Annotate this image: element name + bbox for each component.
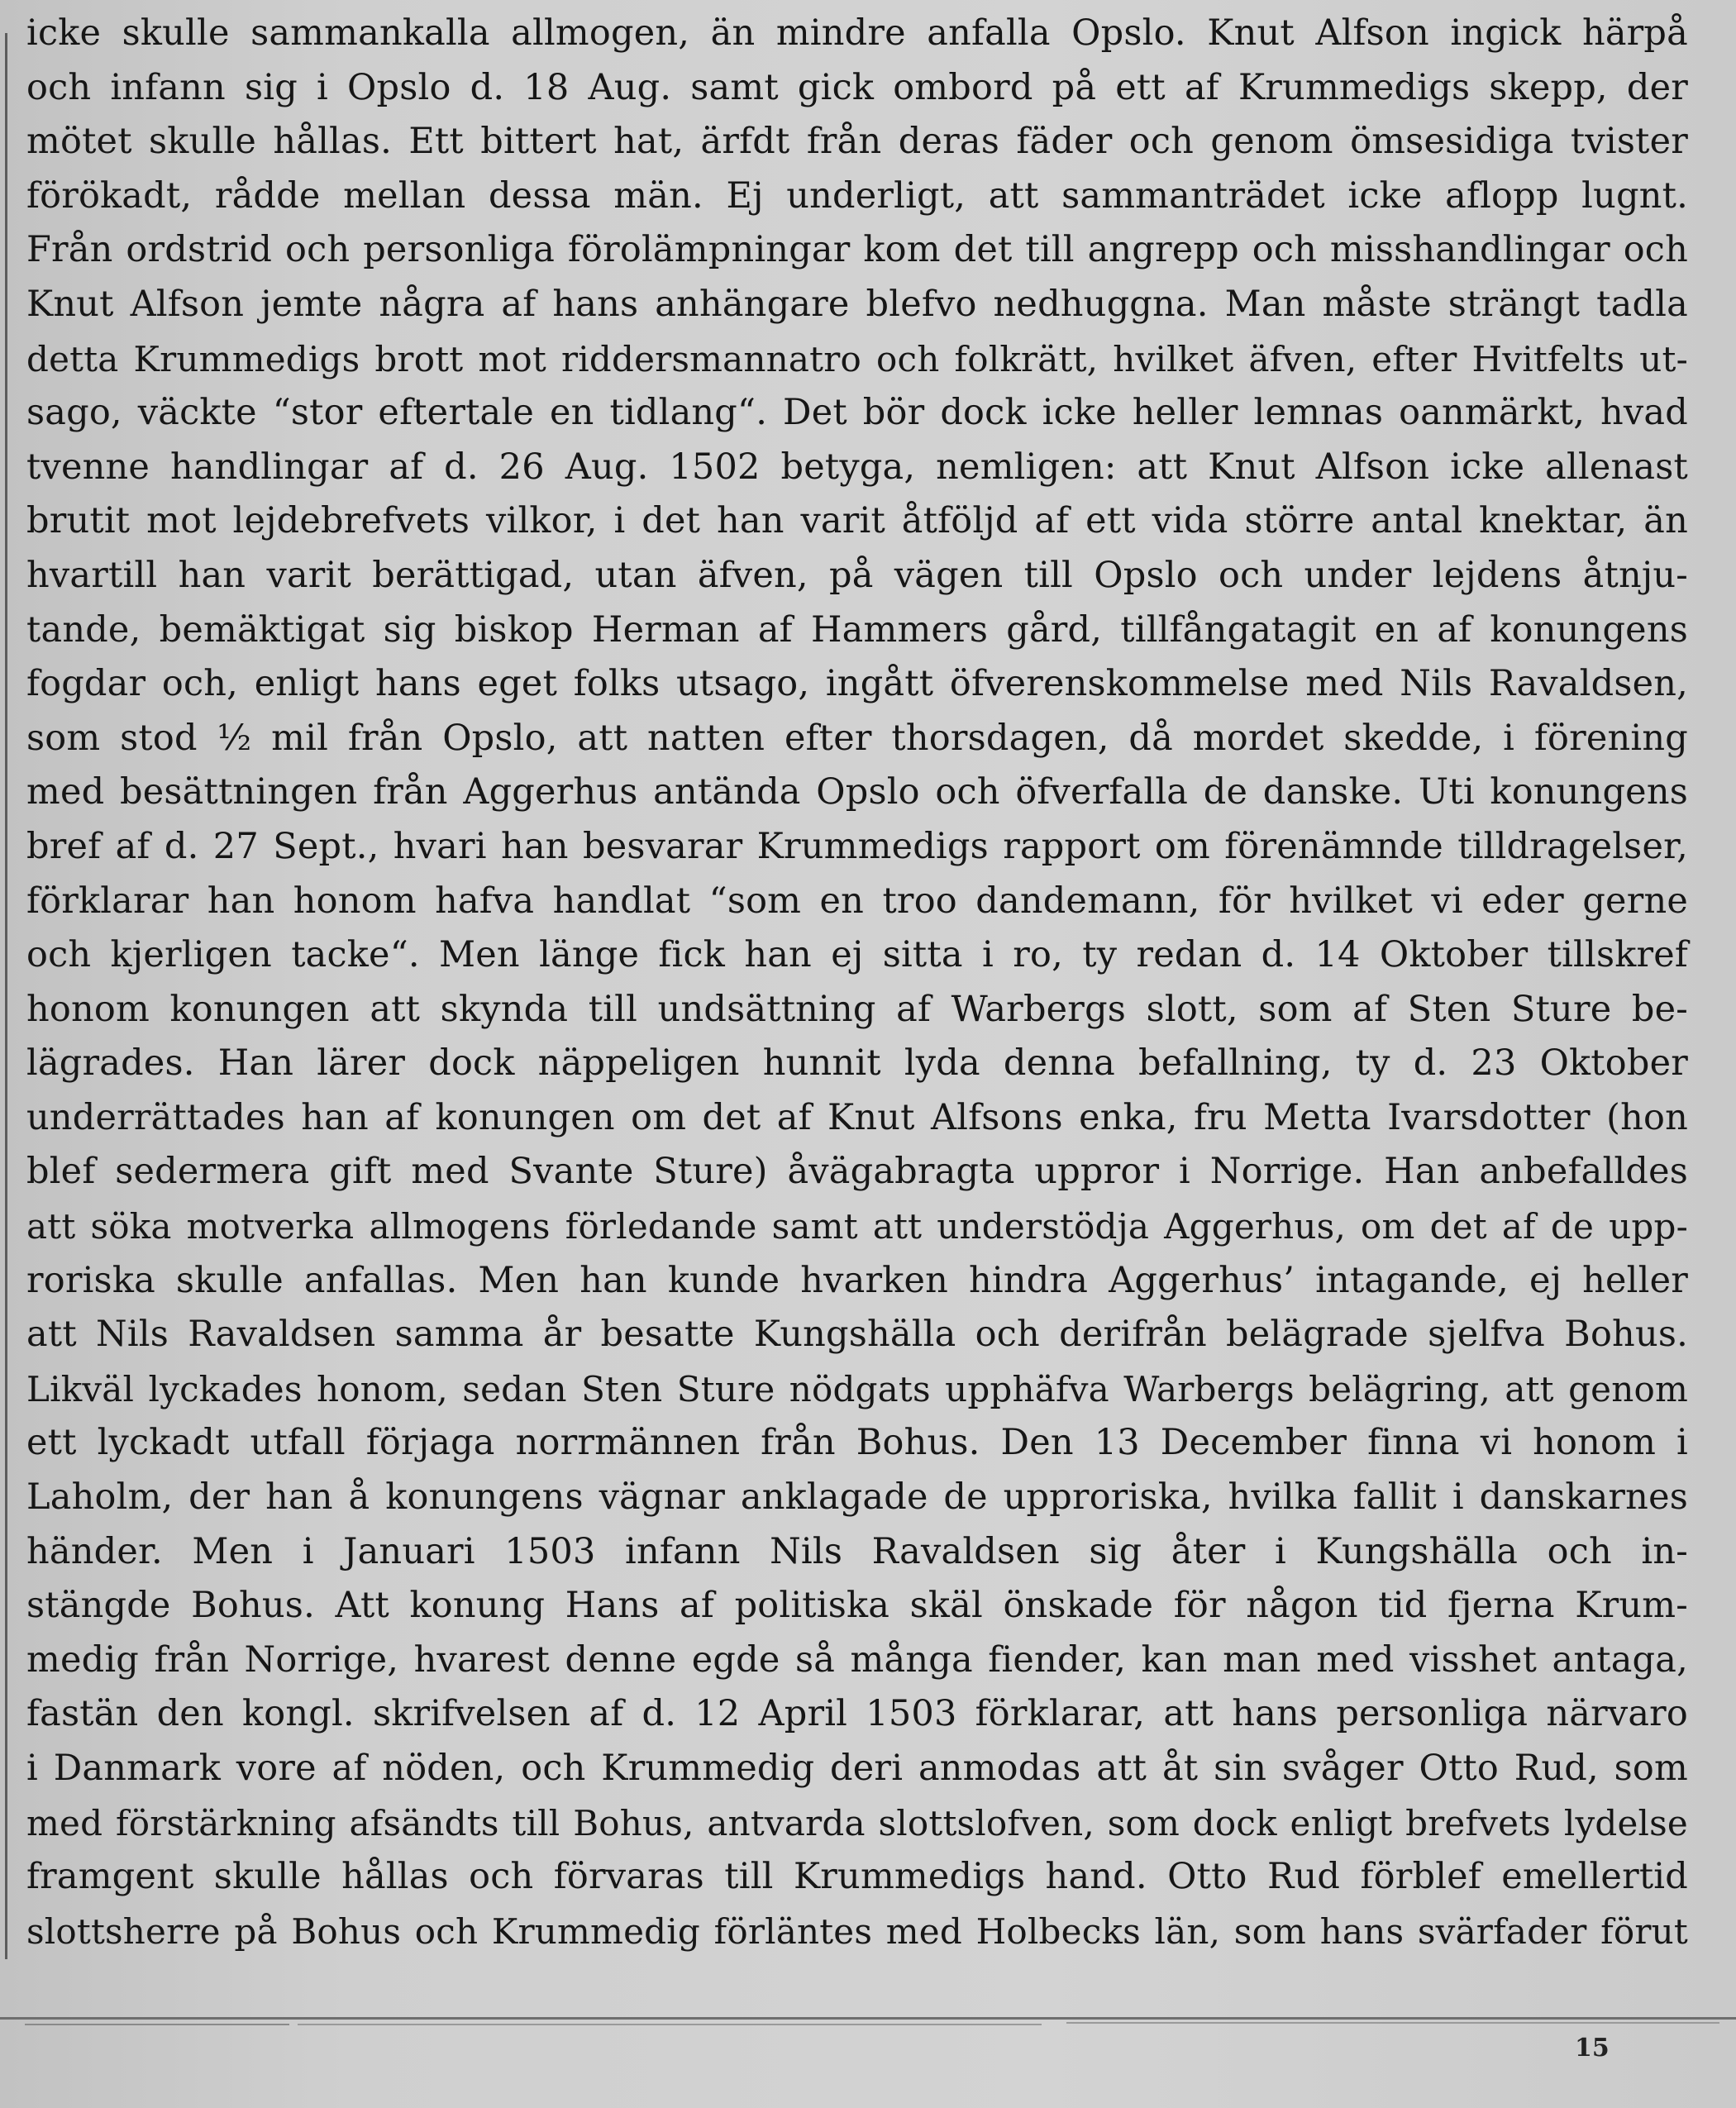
text-line: honom konungen att skynda till undsättning af Warbergs slott, som af Sten Sture be- <box>26 988 1688 1030</box>
text-line: förökadt, rådde mellan dessa män. Ej underligt, att sammanträdet icke aflopp lugnt. <box>26 174 1688 217</box>
text-line: ett lyckadt utfall förjaga norrmännen från Bohus. Den 13 December finna vi honom i <box>26 1422 1688 1464</box>
bottom-rule-right <box>1066 2022 1719 2024</box>
text-line: underrättades han af konungen om det af Knut Alfsons enka, fru Metta Ivarsdotter (hon <box>26 1096 1688 1138</box>
text-line: lägrades. Han lärer dock näppeligen hunnit lyda denna befallning, ty d. 23 Oktober <box>26 1042 1688 1085</box>
text-line: att Nils Ravaldsen samma år besatte Kungshälla och derifrån belägrade sjelfva Bohus. <box>26 1314 1688 1356</box>
text-line: Från ordstrid och personliga förolämpningar kom det till angrepp och misshandlingar och <box>26 229 1688 271</box>
text-line: Laholm, der han å konungens vägnar anklagade de upproriska, hvilka fallit i danskarnes <box>26 1476 1688 1519</box>
text-line: fastän den kongl. skrifvelsen af d. 12 April 1503 förklarar, att hans personliga närvaro <box>26 1693 1688 1735</box>
text-line: stängde Bohus. Att konung Hans af politiska skäl önskade för någon tid fjerna Krum- <box>26 1585 1688 1627</box>
text-line: sago, väckte “stor eftertale en tidlang“. Det bör dock icke heller lemnas oanmärkt, hvad <box>26 392 1688 434</box>
text-line: förklarar han honom hafva handlat “som en troo dandemann, för hvilket vi eder gerne <box>26 880 1688 922</box>
text-line: och infann sig i Opslo d. 18 Aug. samt gick ombord på ett af Krummedigs skepp, der <box>26 66 1688 108</box>
page-number: 15 <box>1575 2034 1610 2063</box>
text-line: hvartill han varit berättigad, utan äfven, på vägen till Opslo och under lejdens åtnju- <box>26 554 1688 596</box>
bottom-rule <box>0 2017 1736 2020</box>
text-line: medig från Norrige, hvarest denne egde så många fiender, kan man med visshet antaga, <box>26 1638 1688 1681</box>
body-text <box>26 7 1688 1958</box>
bottom-rule-left <box>25 2024 289 2025</box>
text-line: tvenne handlingar af d. 26 Aug. 1502 betyga, nemligen: att Knut Alfson icke allenast <box>26 446 1688 488</box>
bottom-rule-middle <box>298 2024 1042 2025</box>
text-line: bref af d. 27 Sept., hvari han besvarar Krummedigs rapport om förenämnde tilldragelser, <box>26 825 1688 867</box>
text-line: icke skulle sammankalla allmogen, än mindre anfalla Opslo. Knut Alfson ingick härpå <box>26 12 1688 54</box>
text-line: tande, bemäktigat sig biskop Herman af Hammers gård, tillfångatagit en af konungens <box>26 608 1688 651</box>
text-line: och kjerligen tacke“. Men länge fick han ej sitta i ro, ty redan d. 14 Oktober tillskref <box>26 934 1688 976</box>
text-line: med besättningen från Aggerhus antända Opslo och öfverfalla de danske. Uti konungens <box>26 771 1688 813</box>
text-line: detta Krummedigs brott mot riddersmannatro och folkrätt, hvilket äfven, efter Hvitfelts ut- <box>26 338 1688 379</box>
text-line: som stod ½ mil från Opslo, att natten efter thorsdagen, då mordet skedde, i förening <box>26 717 1688 759</box>
text-line: i Danmark vore af nöden, och Krummedig deri anmodas att åt sin svåger Otto Rud, som <box>26 1748 1688 1789</box>
text-line: blef sedermera gift med Svante Sture) åvägabragta uppror i Norrige. Han anbefalldes <box>26 1151 1688 1193</box>
text-line: framgent skulle hållas och förvaras till Krummedigs hand. Otto Rud förblef emellertid <box>26 1856 1688 1898</box>
text-line: Likväl lyckades honom, sedan Sten Sture nödgats upphäfva Warbergs belägring, att genom <box>26 1368 1688 1409</box>
text-line: slottsherre på Bohus och Krummedig förläntes med Holbecks län, som hans svärfader förut <box>26 1910 1688 1952</box>
text-line: händer. Men i Januari 1503 infann Nils Ravaldsen sig åter i Kungshälla och in- <box>26 1530 1688 1572</box>
left-margin-rule <box>5 33 7 1959</box>
text-line: att söka motverka allmogens förledande samt att understödja Aggerhus, om det af de upp- <box>26 1206 1688 1247</box>
text-line: roriska skulle anfallas. Men han kunde hvarken hindra Aggerhus’ intagande, ej heller <box>26 1259 1688 1301</box>
text-line: fogdar och, enligt hans eget folks utsago, ingått öfverenskommelse med Nils Ravaldsen, <box>26 663 1688 705</box>
text-line: med förstärkning afsändts till Bohus, antvarda slottslofven, som dock enligt brefvets lydelse <box>26 1802 1688 1843</box>
text-line: brutit mot lejdebrefvets vilkor, i det han varit åtföljd af ett vida större antal knektar, än <box>26 500 1688 542</box>
text-line: Knut Alfson jemte några af hans anhängare blefvo nedhuggna. Man måste strängt tadla <box>26 283 1688 325</box>
text-line: mötet skulle hållas. Ett bittert hat, ärfdt från deras fäder och genom ömsesidiga tvister <box>26 121 1688 163</box>
